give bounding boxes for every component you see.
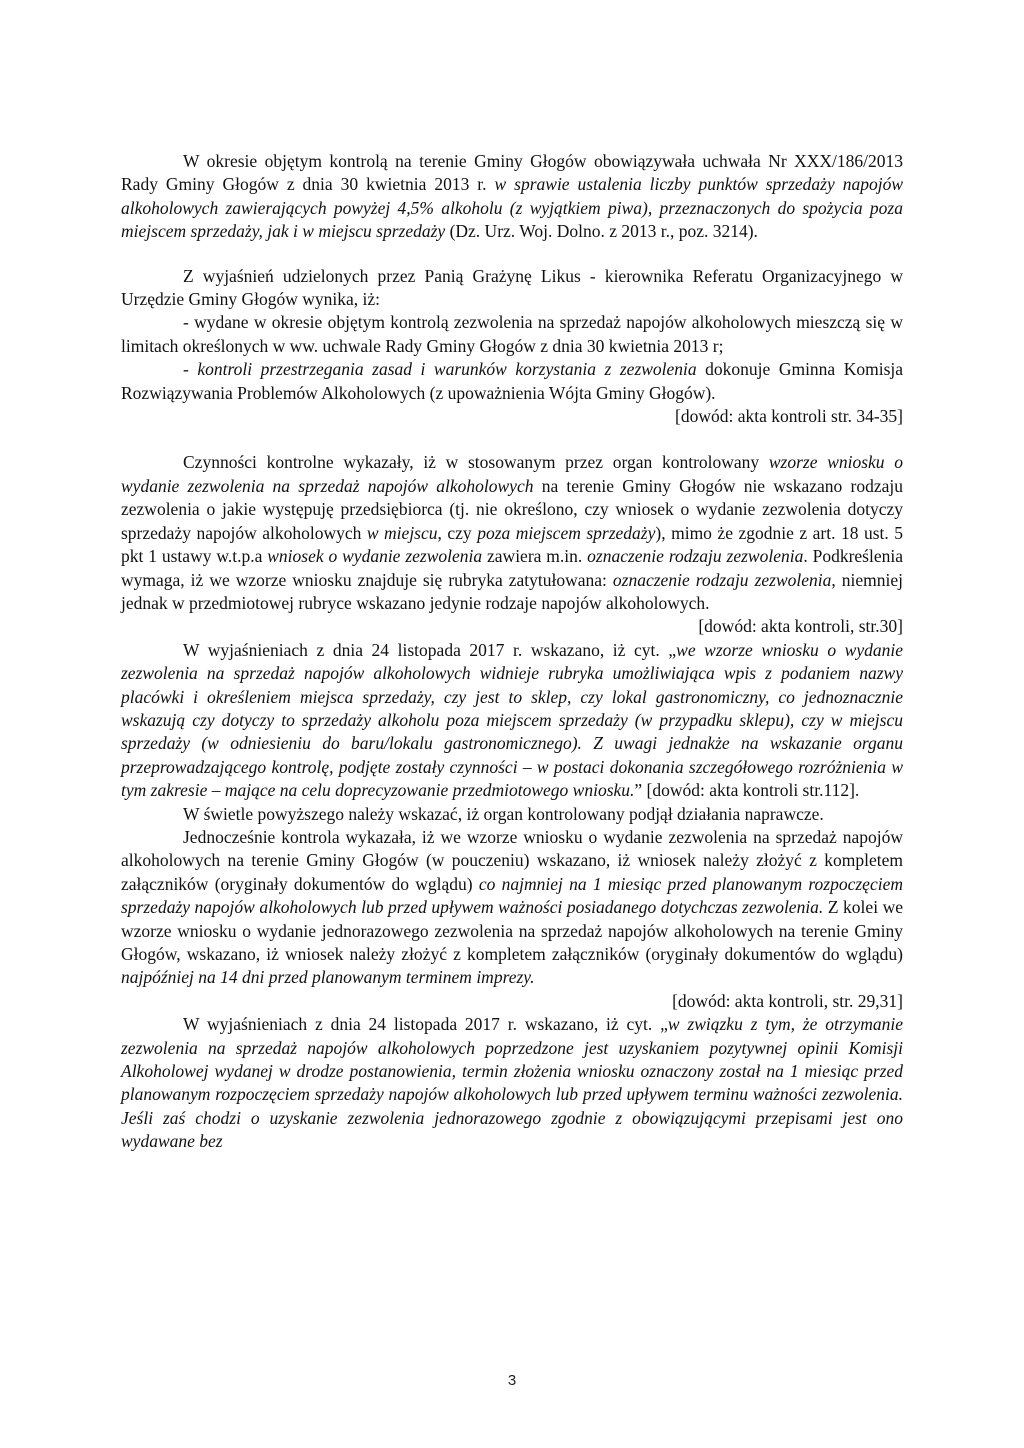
italic-text: poza miejscem sprzedaży xyxy=(477,522,656,543)
text: W wyjaśnieniach z dnia 24 listopada 2017 r. wskazano, iż cyt. „ xyxy=(183,1014,668,1035)
italic-text: - kontroli przestrzegania zasad i warunków korzystania z zezwolenia xyxy=(183,359,697,380)
page-number: 3 xyxy=(507,1372,517,1389)
italic-text: we wzorze wniosku o wydanie zezwolenia na sprzedaż napojów alkoholowych widnieje rubryka umożliwiająca wpis z podaniem nazwy placówki i określeniem miejsca sprzedaży, czy jest to sklep, czy lokal gastronomiczny, co jednoznacznie wskazują czy dotyczy to sprzedaży alkoholu poza miejscem sprzedaży (w przypadku sklepu), czy w miejscu sprzedaży (w odniesieniu do baru/lokalu gastronomicznego). Z uwagi jednakże na wskazanie organu przeprowadzającego kontrolę, podjęte zostały czynności – w postaci dokonania szczegółowego rozróżnienia w tym zakresie – mające na celu doprecyzowanie przedmiotowego wniosku. xyxy=(121,639,903,801)
bullet-control-commission xyxy=(121,358,903,405)
text: Czynności kontrolne wykazały, iż w stosowanym przez organ kontrolowany xyxy=(183,452,769,473)
text: Jednocześnie kontrola wykazała, iż we wzorze wniosku o wydanie zezwolenia na sprzedaż napojów alkoholowych na terenie Gminy Głogów (w pouczeniu) wskazano, iż wniosek należy złożyć z kompletem załączników (oryginały dokumentów do wglądu) xyxy=(121,826,903,894)
italic-text: wniosek o wydanie zezwolenia xyxy=(267,546,483,567)
paragraph-resolution xyxy=(121,150,903,244)
italic-text: oznaczenie rodzaju zezwolenia xyxy=(587,546,804,567)
italic-text: w miejscu xyxy=(366,522,438,543)
text: zawiera m.in. xyxy=(482,546,588,567)
paragraph-explanations-quote xyxy=(121,639,903,803)
paragraph-remedial-actions: W świetle powyższego należy wskazać, iż organ kontrolowany podjął działania naprawcze. xyxy=(183,803,824,824)
text: ” [dowód: akta kontroli str.112]. xyxy=(634,780,860,801)
text: Z kolei we wzorze wniosku o wydanie jednorazowego zezwolenia na sprzedaż napojów alkoholowych na terenie Gminy Głogów, wskazano, iż wniosek należy złożyć z kompletem załączników (oryginały dokumentów do wglądu) xyxy=(121,897,903,964)
text: (Dz. Urz. Woj. Dolno. z 2013 r., poz. 3214). xyxy=(445,221,758,242)
italic-text: w sprawie ustalenia liczby punktów sprzedaży napojów alkoholowych zawierających powyżej 4,5% alkoholu (z wyjątkiem piwa), przeznaczonych do spożycia poza miejscem sprzedaży, jak i w miejscu sprzedaży xyxy=(121,174,903,242)
text: . Podkreślenia wymaga, iż we wzorze wniosku znajduje się rubryka zatytułowana: xyxy=(121,546,903,590)
italic-text: wzorze wniosku o wydanie zezwolenia na sprzedaż napojów alkoholowych xyxy=(121,452,903,496)
italic-text: co najmniej na 1 miesiąc przed planowanym rozpoczęciem sprzedaży napojów alkoholowych lub przed upływem ważności posiadanego dotychczas zezwolenia. xyxy=(121,873,903,918)
bullet-permits-limits xyxy=(121,311,903,358)
paragraph-explanations-quote-2 xyxy=(121,1013,903,1153)
text: na terenie Gminy Głogów nie wskazano rodzaju zezwolenia o jakie występuję przedsiębiorca (tj. nie określono, czy wniosek o wydanie zezwolenia dotyczy sprzedaży napojów alkoholowych xyxy=(121,475,903,543)
evidence-reference: [dowód: akta kontroli, str.30] xyxy=(698,616,903,637)
text: ), mimo że zgodnie z art. 18 ust. 5 pkt 1 ustawy w.t.p.a xyxy=(121,522,903,567)
evidence-reference: [dowód: akta kontroli, str. 29,31] xyxy=(672,990,903,1011)
evidence-reference: [dowód: akta kontroli str. 34-35] xyxy=(675,406,903,427)
italic-text: w związku z tym, że otrzymanie zezwolenia na sprzedaż napojów alkoholowych poprzedzone jest uzyskaniem pozytywnej opinii Komisji Alkoholowej wydanej w drodze postanowienia, termin złożenia wniosku oznaczony został na 1 miesiąc przed planowanym rozpoczęciem sprzedaży napojów alkoholowych lub przed upływem terminu ważności zezwolenia. Jeśli zaś chodzi o uzyskanie zezwolenia jednorazowego zgodnie z obowiązującymi przepisami jest ono wydawane bez xyxy=(121,1014,903,1152)
italic-text: oznaczenie rodzaju zezwolenia xyxy=(612,569,832,590)
paragraph-explanations xyxy=(121,265,903,312)
text: , czy xyxy=(437,522,478,543)
text: W okresie objętym kontrolą na terenie Gminy Głogów obowiązywała uchwała Nr XXX/186/2013 Rady Gminy Głogów z dnia 30 kwietnia 2013 r. xyxy=(121,151,903,195)
text: W wyjaśnieniach z dnia 24 listopada 2017 r. wskazano, iż cyt. „ xyxy=(183,639,677,660)
text: , niemniej jednak w przedmiotowej rubryce wskazano jedynie rodzaje napojów alkoholowych. xyxy=(121,569,903,613)
document-page xyxy=(121,150,903,1154)
italic-text: najpóźniej na 14 dni przed planowanym terminem imprezy. xyxy=(121,967,535,988)
text: dokonuje Gminna Komisja Rozwiązywania Problemów Alkoholowych (z upoważnienia Wójta Gminy Głogów). xyxy=(121,359,904,403)
text: - wydane w okresie objętym kontrolą zezwolenia na sprzedaż napojów alkoholowych mieszczą się w limitach określonych w ww. uchwale Rady Gminy Głogów z dnia 30 kwietnia 2013 r; xyxy=(121,312,903,356)
paragraph-findings xyxy=(121,451,903,615)
paragraph-application-deadlines xyxy=(121,826,903,990)
text: Z wyjaśnień udzielonych przez Panią Grażynę Likus - kierownika Referatu Organizacyjnego w Urzędzie Gminy Głogów wynika, iż: xyxy=(121,265,903,310)
